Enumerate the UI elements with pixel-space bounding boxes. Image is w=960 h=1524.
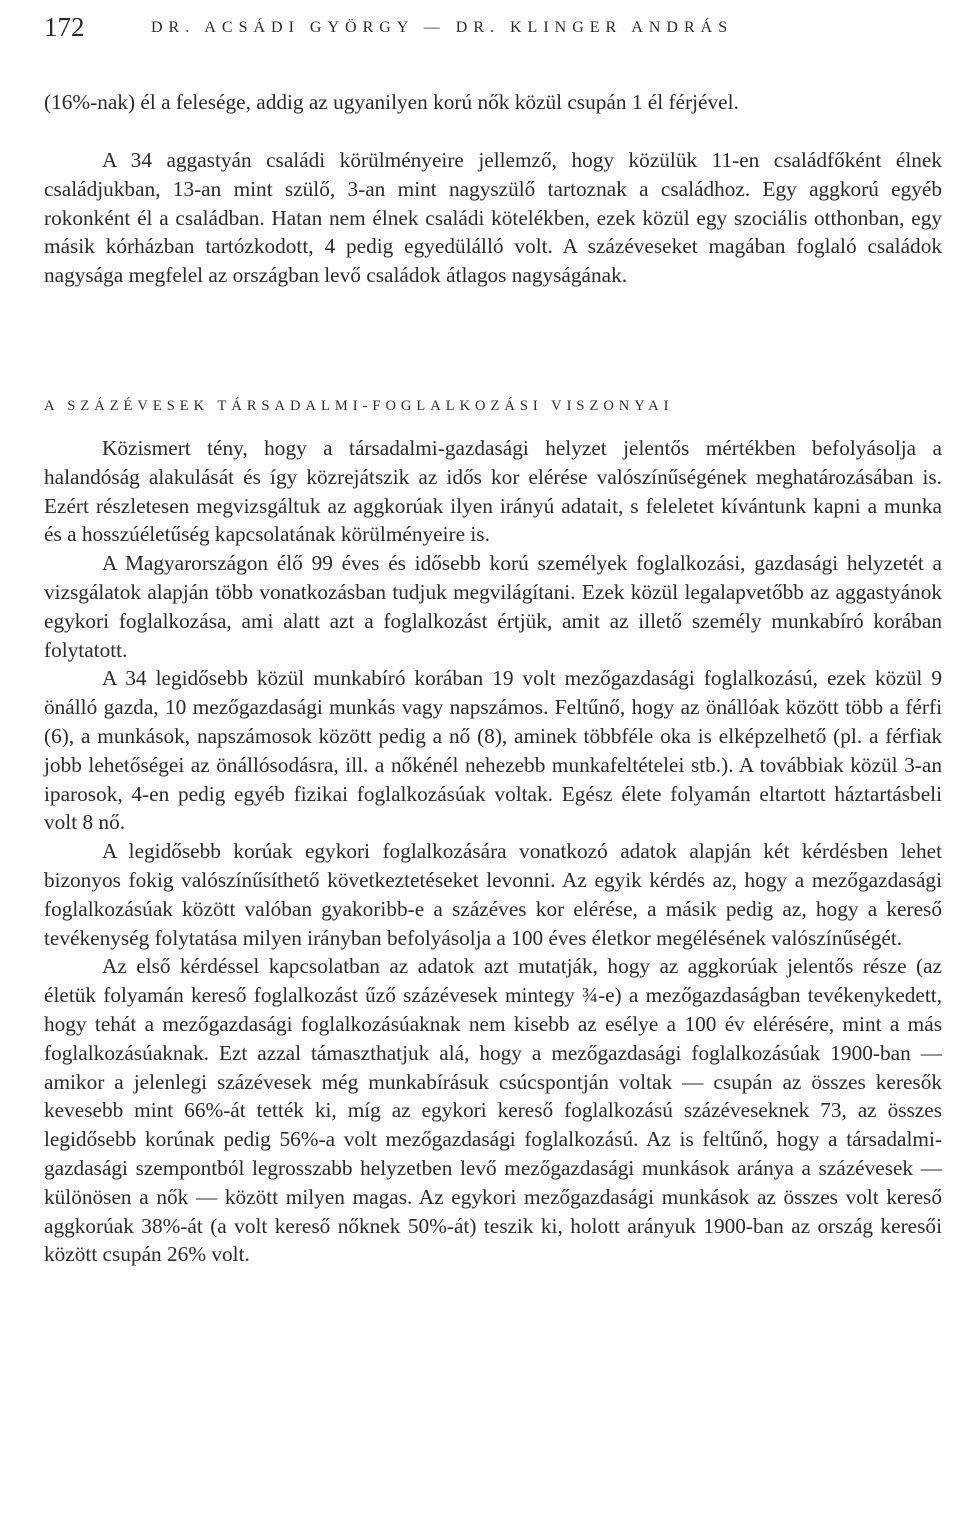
body-paragraph-5: Az első kérdéssel kapcsolatban az adatok azt mutatják, hogy az aggkorúak jelentős része (az életük folyamán kereső foglalkozást űző százévesek mintegy ¾-e) a mezőgazdaságban tevékenykedett, hogy tehát a mezőgazdasági foglalkozásúaknak nem kisebb az esélye a 100 év elérésére, mint a más foglalkozásúaknak. Ezt azzal támaszthatjuk alá, hogy a mezőgazdasági foglalkozásúak 1900-ban — amikor a jelenlegi százévesek még munkabírásuk csúcspontján voltak — csupán az összes keresők kevesebb mint 66%-át tették ki, míg az egykori kereső foglalkozású százéveseknek 73, az összes legidősebb korúnak pedig 56%-a volt mezőgazdasági foglalkozású. Az is feltűnő, hogy a társadalmi-gazdasági szempontból legrosszabb helyzetben levő mezőgazdasági munkások aránya a százévesek — különösen a nők — között milyen magas. Az egykori mezőgazdasági munkások az összes volt kereső aggkorúak 38%-át (a volt kereső nőknek 50%-át) teszik ki, holott arányuk 1900-ban az ország keresői között csupán 26% volt. — [44, 954, 942, 1267]
page-number: 172 — [44, 12, 85, 42]
running-head: DR. ACSÁDI GYÖRGY — DR. KLINGER ANDRÁS — [151, 19, 734, 36]
section-title: A SZÁZÉVESEK TÁRSADALMI-FOGLALKOZÁSI VISZONYAI — [44, 398, 674, 414]
section-body — [44, 434, 942, 1269]
intro-paragraph-1: (16%-nak) él a felesége, addig az ugyanilyen korú nők közül csupán 1 él férjével. — [44, 90, 739, 114]
page — [44, 0, 942, 1267]
intro-paragraph-2: A 34 aggastyán családi körülményeire jellemző, hogy közülük 11-en családfőként élnek családjukban, 13-an mint szülő, 3-an mint nagyszülő tartoznak a családhoz. Egy aggkorú egyéb rokonként él a családban. Hatan nem élnek családi kötelékben, ezek közül egy szociális otthonban, egy másik kórházban tartózkodott, 4 pedig egyedülálló volt. A százéveseket magában foglaló családok nagysága megfelel az országban levő családok átlagos nagyságának. — [44, 148, 942, 288]
body-paragraph-1: Közismert tény, hogy a társadalmi-gazdasági helyzet jelentős mértékben befolyásolja a halandóság alakulását és így közrejátszik az idős kor elérése valószínűségének meghatározásában is. Ezért részletesen megvizsgáltuk az aggkorúak ilyen irányú adatait, s feleletet kívántunk kapni a munka és a hosszúéletűség kapcsolatának körülményeire is. — [44, 436, 942, 547]
body-paragraph-3: A 34 legidősebb közül munkabíró korában 19 volt mezőgazdasági foglalkozású, ezek közül 9 önálló gazda, 10 mezőgazdasági munkás vagy napszámos. Feltűnő, hogy az önállóak között több a férfi (6), a munkások, napszámosok között pedig a nő (8), aminek többféle oka is elképzelhető (pl. a férfiak jobb lehetőségei az önállósodásra, ill. a nőkénél nehezebb munkafeltételei stb.). A továbbiak közül 3-an iparosok, 4-en pedig egyéb fizikai foglalkozásúak voltak. Egész élete folyamán eltartott háztartásbeli volt 8 nő. — [44, 666, 942, 835]
body-paragraph-4: A legidősebb korúak egykori foglalkozására vonatkozó adatok alapján két kérdésben lehet bizonyos fokig valószínűsíthető következtetéseket levonni. Az egyik kérdés az, hogy a mezőgazdasági foglalkozásúak között valóban gyakoribb-e a százéves kor elérése, a másik pedig az, hogy a kereső tevékenység folytatása milyen irányban befolyásolja a 100 éves életkor megélésének valószínűségét. — [44, 839, 942, 950]
page-header — [44, 0, 942, 60]
body-paragraph-2: A Magyarországon élő 99 éves és idősebb korú személyek foglalkozási, gazdasági helyzetét a vizsgálatok alapján több vonatkozásban tudjuk megvilágítani. Ezek közül legalapvetőbb az aggastyánok egykori foglalkozása, ami alatt azt a foglalkozást értjük, amit az illető személy munkabíró korában folytatott. — [44, 551, 942, 662]
